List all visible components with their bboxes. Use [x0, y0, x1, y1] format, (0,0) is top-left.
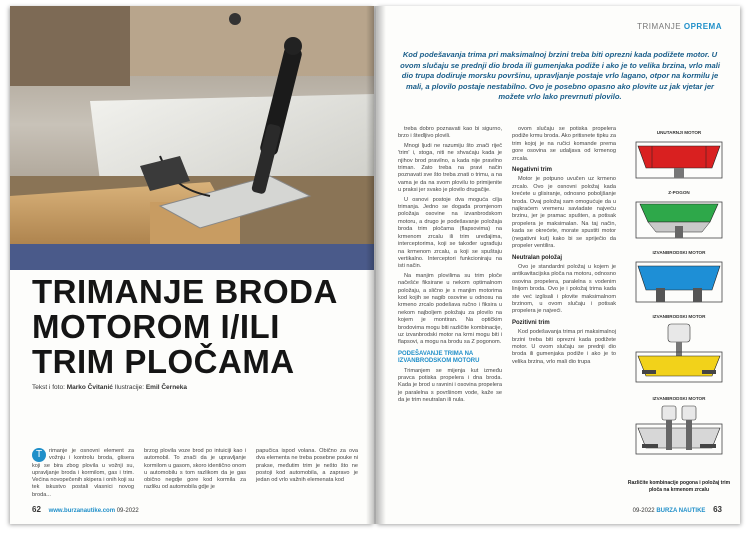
article-headline	[32, 274, 362, 379]
article-credits	[32, 384, 187, 391]
intro-text: rimanje je osnovni element za vožnju i kontrolu broda, glisera koji se bira zbog plovila u vožnji su, upravljanje broda i kormilom, gas i trim. Većina novopečenih skipera i onih koji su tek iskustvo postali vlasnici novog broda...	[32, 448, 134, 498]
section-label	[637, 22, 722, 31]
spread-gutter	[366, 6, 386, 524]
intro-column-3: papučica ispod volana. Obično za ova dva elementa ne treba posebne pouke ni prakse, međutim trim je nešto što ne postoji kod automobila, a zapravo je jedan od vrlo važnih elemenata kod	[256, 448, 358, 484]
z-drive-diagram	[632, 198, 726, 244]
right-footer	[633, 505, 722, 514]
trim-cylinder-photo	[10, 6, 374, 270]
body-column-1	[398, 126, 502, 407]
left-footer	[32, 505, 362, 514]
diagram-caption: Različite kombinacije pogona i položaj trim ploča na krmenom zrcalu	[627, 480, 731, 493]
illustration-author: Emil Černeka	[145, 384, 188, 391]
headline-line: MOTOROM I/ILI	[32, 308, 280, 345]
headline-line: TRIMANJE BRODA	[32, 273, 338, 310]
issue-date: 09-2022	[632, 508, 655, 514]
section-prefix: TRIMANJE	[637, 22, 682, 31]
article-photo	[10, 6, 374, 270]
intro-column-2: brzog plovila voze brod po intuiciji kao i automobil. To znači da je upravljanje kormilom u gasom, skoro identično onom u automobilu s tom razlikom da je gas obično negdje gore kod kormila za razliku od automobila gdje je	[144, 448, 246, 491]
body-paragraph: Kod podešavanja trima pri maksimalnoj brzini treba biti oprezni kada podižete motor. U ovom slučaju se prednji dio broda ili gumenjaka podiže i ako je to velika brzina, vrlo mali dio trupa	[512, 329, 616, 365]
page-number: 62	[32, 505, 41, 514]
lead-paragraph: Kod podešavanja trima pri maksimalnoj brzini treba biti oprezni kada podižete motor. U ovom slučaju se prednji dio broda ili gumenjaka podiže i ako je to velika brzina, vrlo mali dio trupa dodiruje morsku površinu, upravljanje postaje vrlo lagano, otpor na kormilu je mali, a plovilo postaje nestabilno. Ovo je posebno opasno ako plovite uz jak vjetar jer možete vrlo lako prevrnuti plovilo.	[400, 50, 720, 102]
page-number: 63	[713, 505, 722, 514]
headline-line: TRIM PLOČAMA	[32, 343, 295, 380]
section-accent: OPREMA	[683, 22, 722, 31]
text-credit-label: Tekst i foto:	[32, 384, 65, 391]
inboard-motor-diagram	[632, 138, 726, 184]
subheading: PODEŠAVANJE TRIMA NA IZVANBRODSKOM MOTORU	[398, 350, 480, 365]
diagram-label: UNUTARNJI MOTOR	[656, 130, 702, 135]
illustration-credit-label: Ilustracije:	[114, 384, 145, 391]
diagram-label: Z-POGON	[668, 190, 690, 195]
diagram-label: IZVANBRODSKI MOTOR	[652, 314, 706, 319]
body-paragraph: Motor je potpuno uvučen uz krmeno zrcalo. Ovo je osnovni položaj kada krećete u glisiranje, odnosno poboljšanje broda. Ovaj položaj sam omogućuje da u najkraćem vremenu savladate najveću brzinu, jer je pramac spušten, a potisak propelera je maksimalan. Na taj način, kada se okrećete, morate spustiti motor (negativni kut) kako bi se spriječio da propeler ventilira.	[512, 176, 616, 250]
body-paragraph: Ovo je standardni položaj u kojem je antikavitacijska ploča na motoru, odnosno osovina propelera, paralelna s vodenim linijom broda. Ovo je i položaj trima kada ste već izglisali i plovite maksimalnom brzinom, u ovom slučaju i potisak propelera je najveći.	[512, 263, 616, 315]
subheading-positive-trim: Pozitivni trim	[512, 319, 550, 326]
right-page	[376, 6, 740, 524]
issue-date: 09-2022	[116, 508, 139, 514]
diagram-label: IZVANBRODSKI MOTOR	[652, 250, 706, 255]
intro-column-1	[32, 448, 134, 499]
body-column-2	[512, 126, 616, 368]
website-link[interactable]: www.burzanautike.com	[48, 508, 116, 514]
intro-columns	[32, 448, 362, 508]
body-paragraph: treba dobro poznavati kao bi sigurno, brzo i štedljivo plovili.	[398, 126, 502, 140]
diagram-label: IZVANBRODSKI MOTOR	[652, 396, 706, 401]
subheading-neutral: Neutralan položaj	[512, 254, 563, 261]
drop-cap: T	[32, 448, 46, 462]
body-paragraph: ovom slučaju se potiska propelera podiže krmu broda. Ako pritisnete tipku za trim kojoj je na ručici komande prema gore osovina se udaljava od krmenog zrcala.	[512, 126, 616, 162]
body-paragraph: Trimanjem se mijenja kut između pravca potiska propelera i dna broda. Kada je brod u ravnini i osovina propelera je paralelna s površinom vode, kaže se da je trim neutralan ili nula.	[398, 367, 502, 404]
left-page	[10, 6, 374, 524]
magazine-spread	[10, 6, 740, 524]
twin-outboard-diagram	[632, 258, 726, 308]
trim-diagrams	[626, 124, 732, 499]
magazine-brand: BURZA NAUTIKE	[656, 508, 706, 514]
outboard-intercept-diagram	[632, 404, 726, 470]
single-outboard-diagram	[632, 322, 726, 388]
body-paragraph: U osnovi postoje dva moguća cilja trimanja. Jedno se događa promjenom položaja osovine na izvanbrodskom motoru, a drugo je podešavanje položaja broda trim pločama (flapsovima) na krmenom zrcalu ili trim uređajima, interceptorima, koji se također ugrađuju na krmenom zrcalu, a koji se spuštaju vertikalno. Interceptori funkcioniraju na isti način.	[398, 196, 502, 270]
body-paragraph: Mnogi ljudi ne razumiju što znači riječ 'trim' i, stoga, niti ne shvaćaju kada je njihov brod pravilno, a kada nije pravilno triman. Zato treba na pravi način poznavati sve što treba znati o trimu, a na vama je da na svom plovilu to primijenite u praksi jer svako je plovilo drugačije.	[398, 142, 502, 194]
subheading-negative-trim: Negativni trim	[512, 167, 553, 174]
body-paragraph: Na manjim plovilima su trim ploče načešće fiksirane u nekom optimalnom položaju, a slično je s manjim motorima kod kojih se nagib osovine u odnosu na krmeno zrcalo podešava ručno i fiksira u nekom najboljem položaju za plovilo na kojem je montiran. Na optičkim brodovima mogu biti različite kombinacije, uz izvanbrodski motor na krmi mogu biti i flapsovi, a mogu na brodu sa Z pogonom.	[398, 272, 502, 346]
text-author: Marko Čvitanić	[66, 384, 113, 391]
